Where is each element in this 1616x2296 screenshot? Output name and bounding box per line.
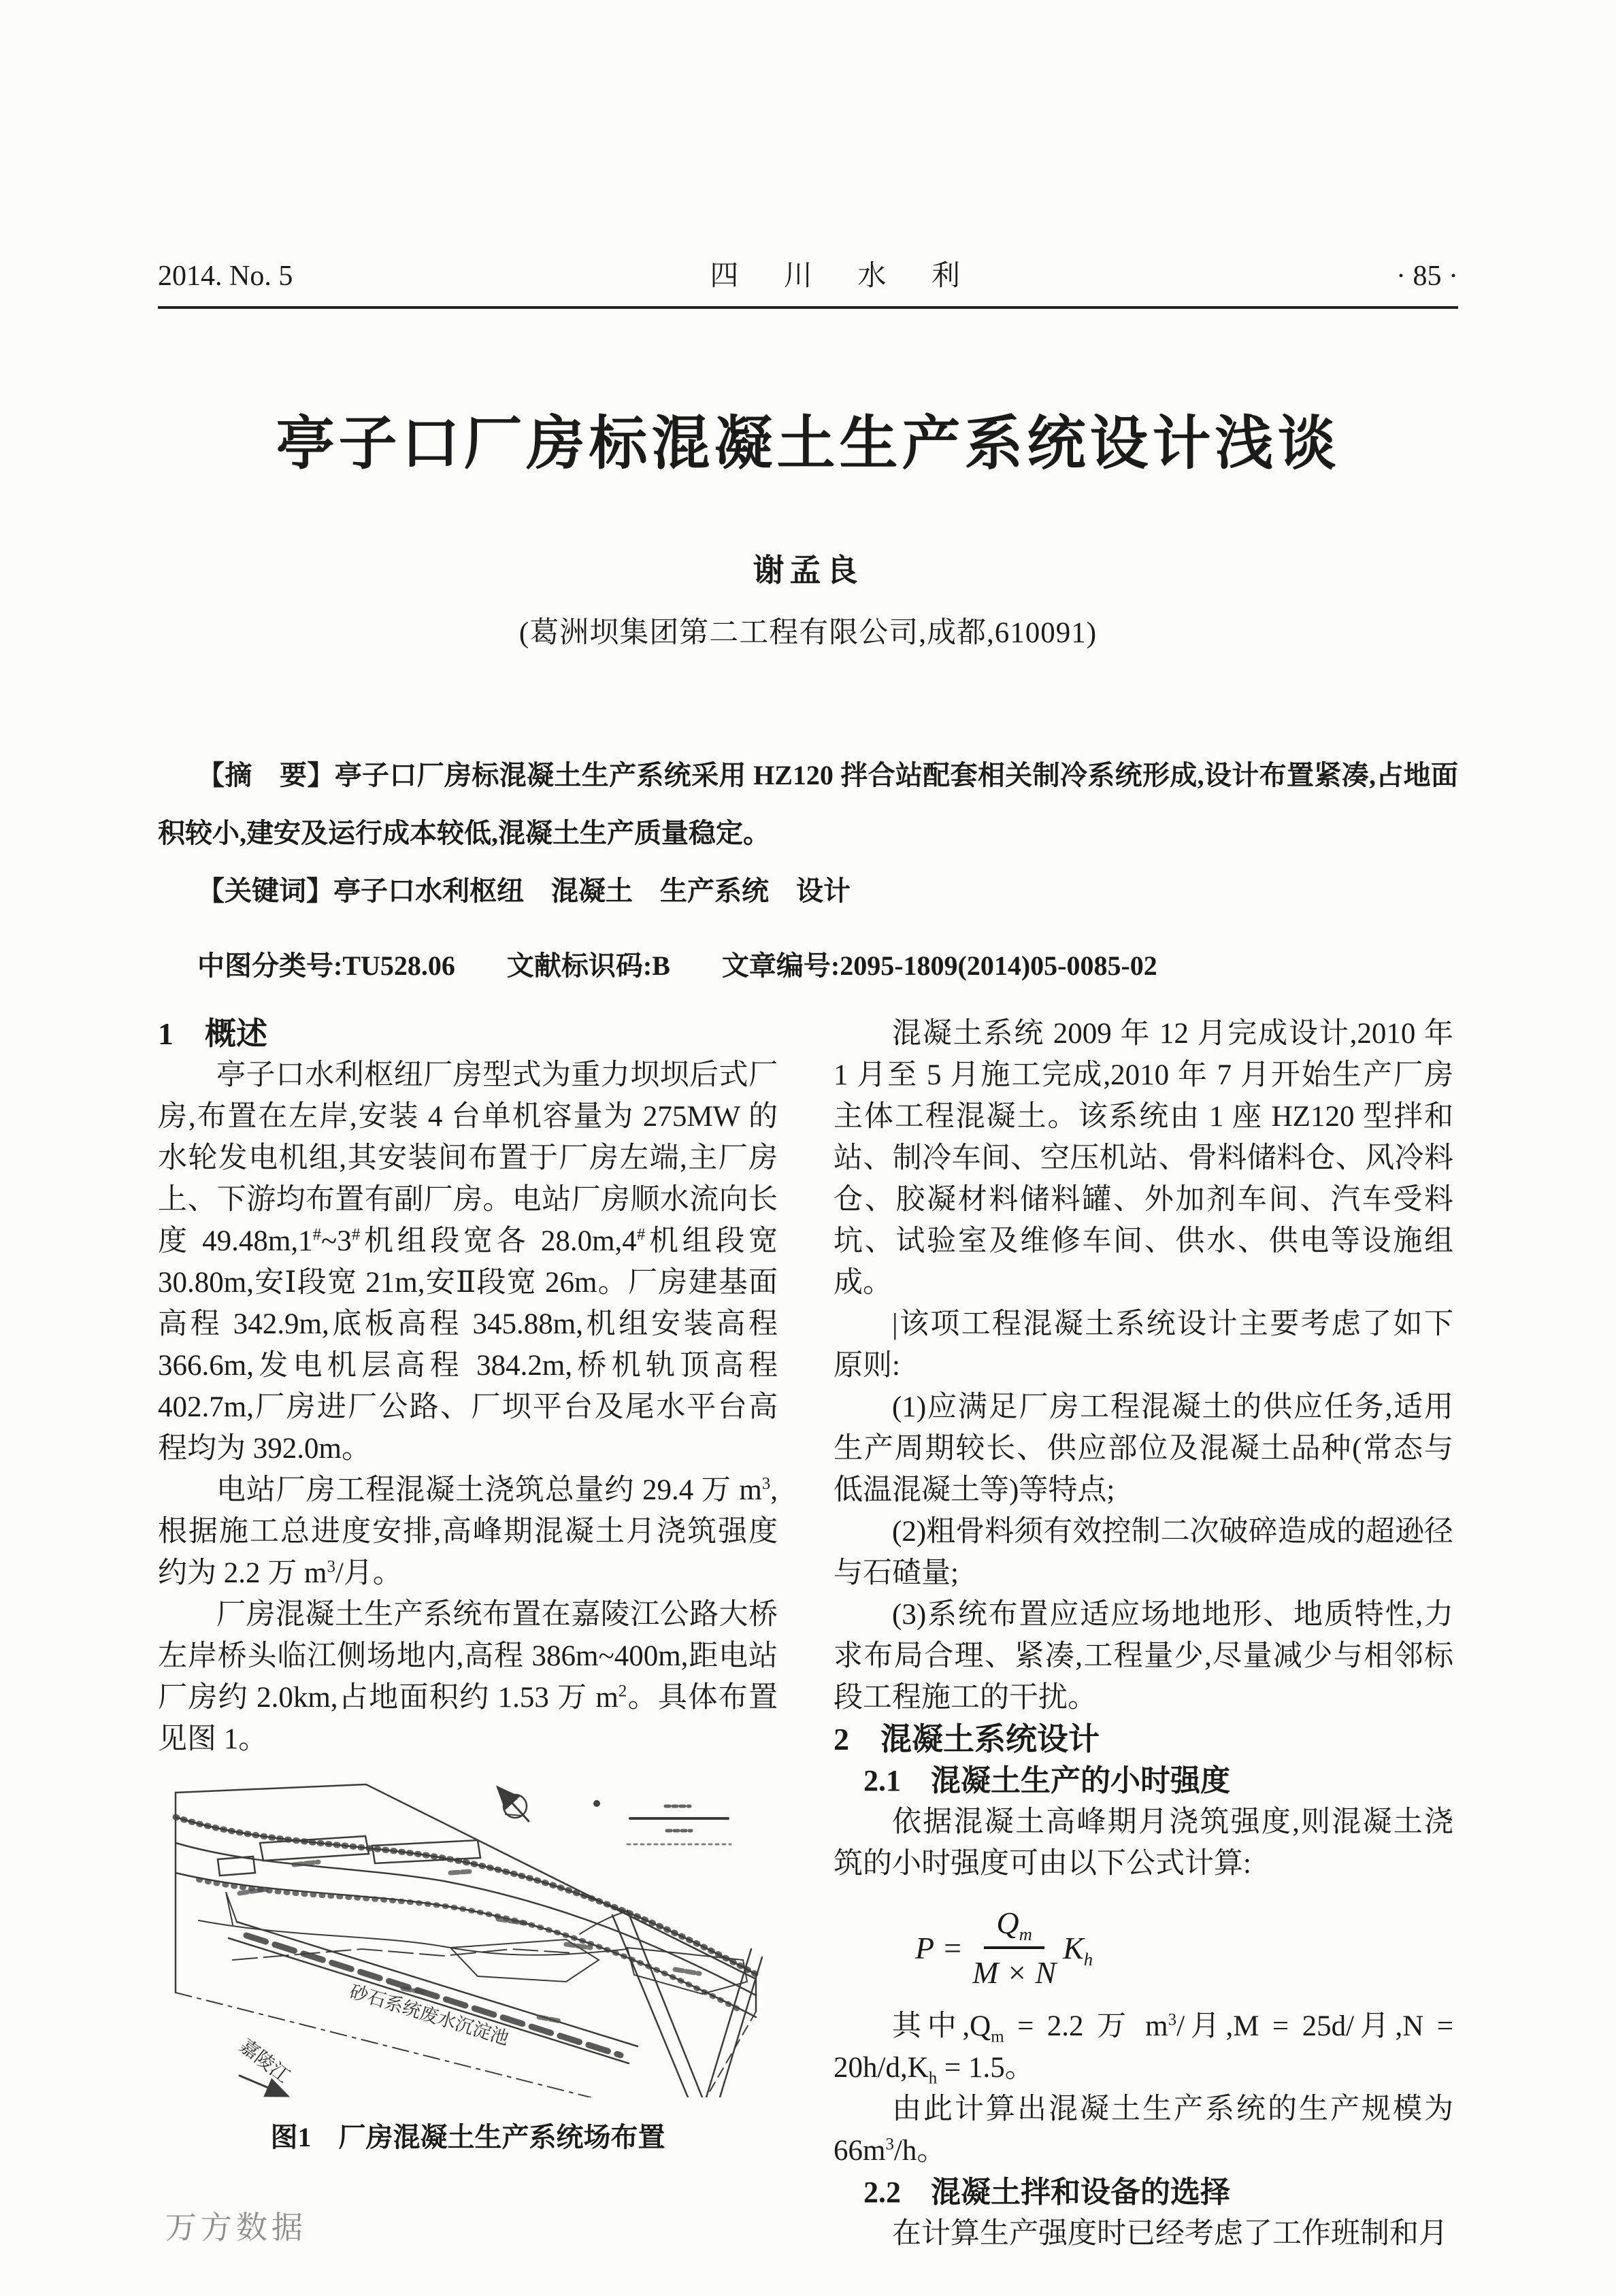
section-2-heading: 2 混凝土系统设计 xyxy=(834,1722,1100,1757)
formula-q: Q xyxy=(996,1906,1019,1940)
vroad-left-outer xyxy=(612,1915,688,2097)
formula-k-sub: h xyxy=(1083,1948,1093,1969)
paragraph: 依据混凝土高峰期月浇筑强度,则混凝土浇筑的小时强度可由以下公式计算: xyxy=(834,1806,1453,1880)
figure-1-caption: 图1 厂房混凝土生产系统场布置 xyxy=(270,2122,665,2152)
boundary-dashed xyxy=(706,2012,756,2097)
classification-line xyxy=(158,944,1458,983)
header-rule xyxy=(158,306,1458,309)
vroad-right-inner xyxy=(706,1949,751,2097)
pond-label: 砂石系统废水沉淀池 xyxy=(347,1981,512,2049)
figure-1 xyxy=(158,1778,778,2154)
upper-road-edge2 xyxy=(176,1843,756,1995)
section-1-heading: 1 概述 xyxy=(158,1016,267,1051)
paragraph: (3)系统布置应适应场地地形、地质特性,力求布局合理、紧凑,工程量少,尽量减少与相邻标段工程施工的干扰。 xyxy=(834,1599,1453,1714)
vroad-connector xyxy=(580,1911,627,1934)
paragraph: 电站厂房工程混凝土浇筑总量约 29.4 万 $m^3$,根据施工总进度安排,高峰期混凝土月浇筑强度约为 2.2 万 $m^3/$月。 xyxy=(158,1474,778,1589)
lower-road-edge xyxy=(176,1873,756,2017)
abstract-label: 【摘 要】 xyxy=(197,760,335,791)
paragraph: 混凝土系统 2009 年 12 月完成设计,2010 年 1 月至 5 月施工完成,2010 年 7 月开始生产厂房主体工程混凝土。该系统由 1 座 HZ120 型拌和站、制冷车间、空压机站、骨料储料仓、风冷料仓、胶凝材料储料罐、外加剂车间、汽车受料坑、试验室及维修车间、供水、供电等设施组成。 xyxy=(834,1018,1453,1299)
header-journal-name: 四 川 水 利 xyxy=(710,261,979,292)
keywords-text: 亭子口水利枢纽 混凝土 生产系统 设计 xyxy=(333,876,851,906)
clc-number: 中图分类号:TU528.06 xyxy=(197,950,455,981)
compass-icon xyxy=(500,1790,529,1821)
scale-bar xyxy=(627,1806,731,1844)
formula-k-term xyxy=(1063,1927,1093,1969)
article-author: 谢孟良 xyxy=(753,553,863,588)
section-2-1-heading: 2.1 混凝土生产的小时强度 xyxy=(863,1764,1230,1797)
keywords-label: 【关键词】 xyxy=(197,876,333,906)
article-id: 文章编号:2095-1809(2014)05-0085-02 xyxy=(721,950,1157,981)
two-column-body xyxy=(158,1013,1458,2255)
right-column xyxy=(834,1013,1453,2255)
hourly-intensity-formula xyxy=(915,1902,1453,1993)
abstract-block xyxy=(158,746,1458,920)
formula-lhs: P xyxy=(915,1930,935,1965)
left-column xyxy=(158,1013,778,2255)
paragraph: 厂房混凝土生产系统布置在嘉陵江公路大桥左岸桥头临江侧场地内,高程 386m~400m,距电站厂房约 2.0km,占地面积约 1.53 万 $m^2$。具体布置见图 1。 xyxy=(158,1599,778,1755)
pond-hatch xyxy=(246,1935,621,2055)
map-dot xyxy=(593,1800,600,1807)
formula-numerator xyxy=(984,1902,1044,1949)
keywords-paragraph xyxy=(158,862,1458,920)
paragraph: (1)应满足厂房工程混凝土的供应任务,适用生产周期较长、供应部位及混凝土品种(常态与低温混凝土等)等特点; xyxy=(834,1391,1453,1506)
page-header xyxy=(158,0,1458,294)
paragraph: |该项工程混凝土系统设计主要考虑了如下原则: xyxy=(834,1308,1453,1382)
header-issue: 2014. No. 5 xyxy=(158,261,293,292)
pond-bottom-edge xyxy=(229,1938,629,2063)
article-title: 亭子口厂房标混凝土生产系统设计浅谈 xyxy=(276,411,1340,476)
document-code: 文献标识码:B xyxy=(506,950,670,981)
formula-fraction xyxy=(972,1902,1056,1993)
formula-k: K xyxy=(1063,1930,1084,1965)
header-page-number: · 85 · xyxy=(1396,261,1458,292)
site-layout-drawing xyxy=(158,1778,778,2097)
formula-denominator: M × N xyxy=(972,1955,1057,1990)
author-affiliation: (葛洲坝集团第二工程有限公司,成都,610091) xyxy=(518,617,1098,649)
vroad-right-outer xyxy=(720,1957,762,2097)
paragraph: 亭子口水利枢纽厂房型式为重力坝坝后式厂房,布置在左岸,安装 4 台单机容量为 275MW 的水轮发电机组,其安装间布置于厂房左端,主厂房上、下游均布置有副厂房。电站厂房顺水流向长度 49.48m,1#~3#机组段宽各 28.0m,4#机组段宽 30.80m,安Ⅰ段宽 21m,安Ⅱ段宽 26m。厂房建基面高程 342.9m,底板高程 345.88m,机组安装高程 366.6m,发电机层高程 384.2m,桥机轨顶高程 402.7m,厂房进厂公路、厂坝平台及尾水平台高程均为 392.0m。 xyxy=(158,1059,778,1465)
wanfang-watermark: 万方数据 xyxy=(165,2210,307,2245)
abstract-text: 亭子口厂房标混凝土生产系统采用 HZ120 拌合站配套相关制冷系统形成,设计布置紧凑,占地面积较小,建安及运行成本较低,混凝土生产质量稳定。 xyxy=(158,760,1459,848)
formula-equals: = xyxy=(944,1930,962,1965)
pond-spike xyxy=(226,1892,237,1925)
section-2-2-heading: 2.2 混凝土拌和设备的选择 xyxy=(863,2176,1230,2209)
paragraph: 在计算生产强度时已经考虑了工作班制和月 xyxy=(892,2218,1448,2250)
building-block xyxy=(218,1857,255,1876)
river-label: 嘉陵江 xyxy=(235,2035,293,2088)
paragraph: 其中$,Q_m = 2.2$ 万 $m^3/$月,M = 25d/月$,N = 20h/d,K_h = 1.5$。 xyxy=(834,2010,1454,2088)
formula-q-sub: m xyxy=(1019,1924,1032,1945)
paragraph: 由此计算出混凝土生产系统的生产规模为 $66m^3/h$。 xyxy=(834,2093,1453,2167)
paragraph: (2)粗骨料须有效控制二次破碎造成的超逊径与石碴量; xyxy=(834,1516,1453,1589)
abstract-paragraph xyxy=(158,746,1458,862)
